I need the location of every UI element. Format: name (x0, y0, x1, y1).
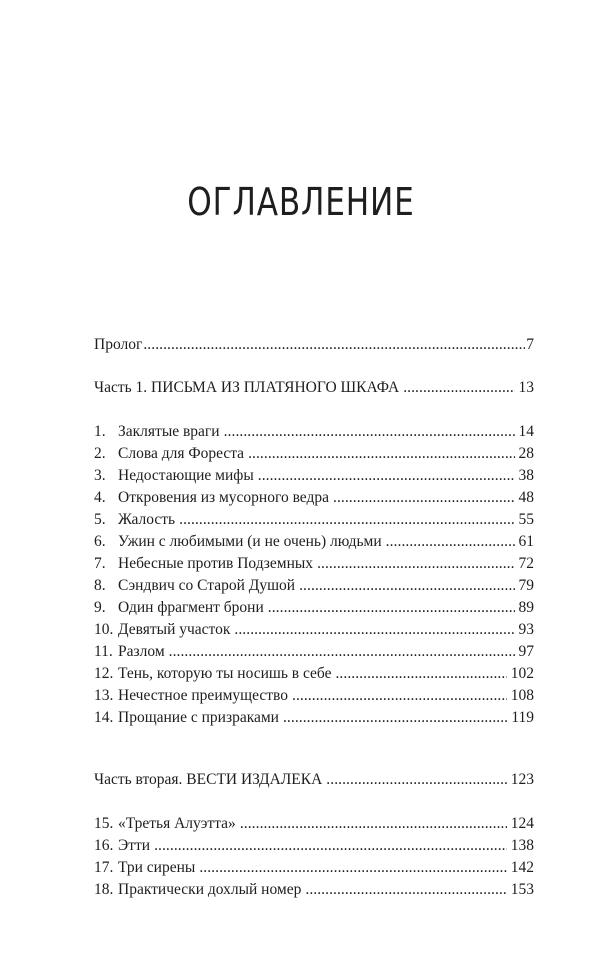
toc-chapter-number: 5. (94, 511, 106, 528)
toc-part1-heading (94, 377, 534, 399)
toc-page-number: 119 (511, 709, 534, 726)
toc-label: Практически дохлый номер (118, 881, 302, 898)
toc-label: Небесные против Подземных (118, 555, 314, 572)
toc-row (94, 685, 534, 707)
dot-leader (268, 597, 515, 619)
toc-row (94, 531, 534, 553)
toc-label: «Третья Алуэтта» (118, 815, 236, 832)
toc-label: Один фрагмент брони (118, 599, 264, 616)
toc-row-part2 (94, 769, 534, 791)
toc-page-number: 48 (518, 489, 534, 506)
dot-leader (224, 421, 515, 443)
dot-leader (403, 377, 514, 399)
toc-page-number: 7 (526, 336, 534, 353)
toc-row (94, 663, 534, 685)
toc-row (94, 509, 534, 531)
toc-row (94, 835, 534, 857)
toc-chapter-number: 12. (94, 665, 114, 682)
toc-chapter-number: 4. (94, 489, 106, 506)
toc-chapter-number: 6. (94, 533, 106, 550)
toc-chapter-number: 9. (94, 599, 106, 616)
toc-page-number: 55 (518, 511, 534, 528)
toc-label: Ужин с любимыми (и не очень) людьми (118, 533, 382, 550)
toc-row-prologue (94, 334, 534, 356)
toc-row (94, 857, 534, 879)
toc-row (94, 575, 534, 597)
toc-chapter-number: 8. (94, 577, 106, 594)
dot-leader (143, 334, 525, 356)
toc-label: Сэндвич со Старой Душой (118, 577, 296, 594)
toc-row (94, 879, 534, 901)
dot-leader (299, 575, 514, 597)
toc-row (94, 641, 534, 663)
toc-page-number: 153 (510, 881, 534, 898)
toc-chapter-number: 7. (94, 555, 106, 572)
toc-page-number: 13 (518, 379, 534, 396)
toc-row-part1 (94, 377, 534, 399)
dot-leader (248, 443, 514, 465)
toc-page-number: 61 (518, 533, 534, 550)
toc-page-number: 108 (510, 687, 534, 704)
toc-label: Часть 1. ПИСЬМА ИЗ ПЛАТЯНОГО ШКАФА (94, 379, 400, 396)
toc-row (94, 443, 534, 465)
toc-part2-heading (94, 769, 534, 791)
toc-page-number: 123 (510, 771, 534, 788)
dot-leader (283, 707, 507, 729)
toc-page-number: 72 (518, 555, 534, 572)
toc-prologue (94, 334, 534, 356)
toc-label: Недостающие мифы (118, 467, 254, 484)
toc-page-number: 102 (510, 665, 534, 682)
toc-chapter-number: 13. (94, 687, 114, 704)
toc-page-number: 124 (510, 815, 534, 832)
toc-row (94, 813, 534, 835)
toc-label: Прощание с призраками (118, 709, 279, 726)
dot-leader (199, 857, 506, 879)
dot-leader (234, 619, 514, 641)
toc-page-number: 93 (518, 621, 534, 638)
toc-row (94, 597, 534, 619)
toc-page-number: 38 (518, 467, 534, 484)
dot-leader (179, 509, 514, 531)
toc-chapter-number: 15. (94, 815, 114, 832)
toc-label: Откровения из мусорного ведра (118, 489, 329, 506)
toc-chapter-number: 2. (94, 445, 106, 462)
toc-chapter-number: 11. (94, 643, 113, 660)
toc-page-number: 142 (510, 859, 534, 876)
toc-label: Девятый участок (118, 621, 231, 638)
toc-page-number: 89 (518, 599, 534, 616)
toc-row (94, 707, 534, 729)
dot-leader (326, 769, 506, 791)
toc-page-number: 14 (518, 423, 534, 440)
toc-label: Разлом (118, 643, 165, 660)
toc-chapter-number: 10. (94, 621, 114, 638)
dot-leader (169, 641, 515, 663)
dot-leader (305, 879, 506, 901)
dot-leader (386, 531, 515, 553)
toc-page-number: 79 (518, 577, 534, 594)
toc-chapter-number: 17. (94, 859, 114, 876)
dot-leader (154, 835, 507, 857)
toc-label: Тень, которую ты носишь в себе (118, 665, 332, 682)
toc-label: Слова для Фореста (118, 445, 245, 462)
toc-part2-chapters (94, 813, 534, 901)
toc-label: Нечестное преимущество (118, 687, 288, 704)
toc-row (94, 553, 534, 575)
dot-leader (317, 553, 514, 575)
toc-row (94, 421, 534, 443)
toc-label: Этти (118, 837, 151, 854)
toc-page-number: 138 (510, 837, 534, 854)
toc-page-number: 28 (518, 445, 534, 462)
toc-page-number: 97 (518, 643, 534, 660)
toc-label: Жалость (118, 511, 176, 528)
toc-label: Пролог (94, 336, 143, 353)
toc-chapter-number: 16. (94, 837, 114, 854)
toc-row (94, 487, 534, 509)
toc-chapter-number: 3. (94, 467, 106, 484)
page-title: ОГЛАВЛЕНИЕ (187, 180, 415, 224)
dot-leader (335, 663, 506, 685)
dot-leader (292, 685, 507, 707)
toc-chapter-number: 18. (94, 881, 114, 898)
toc-label: Часть вторая. ВЕСТИ ИЗДАЛЕКА (94, 771, 323, 788)
toc-row (94, 465, 534, 487)
dot-leader (240, 813, 507, 835)
toc-chapter-number: 1. (94, 423, 106, 440)
dot-leader (258, 465, 515, 487)
toc-chapter-number: 14. (94, 709, 114, 726)
toc-part1-chapters (94, 421, 534, 729)
toc-label: Заклятые враги (118, 423, 220, 440)
dot-leader (333, 487, 515, 509)
toc-label: Три сирены (118, 859, 196, 876)
toc-row (94, 619, 534, 641)
